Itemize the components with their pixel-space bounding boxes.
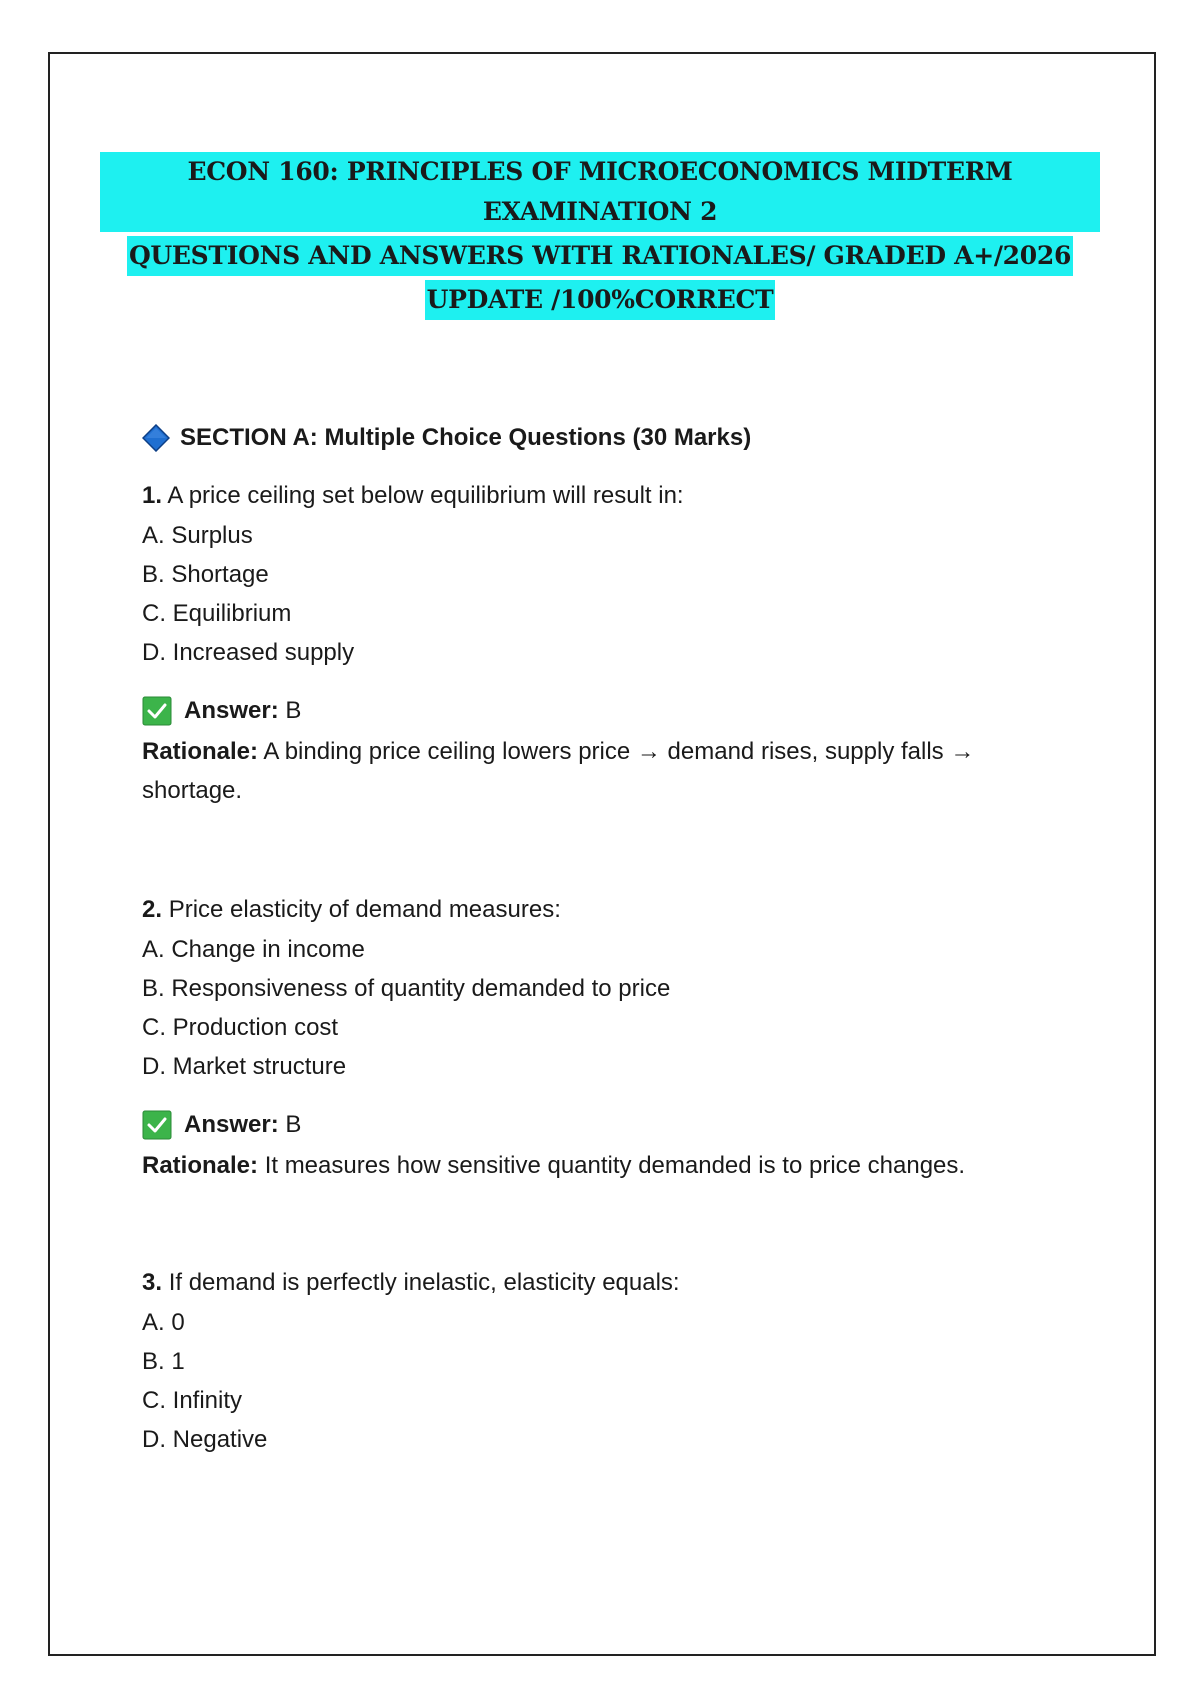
option-b: B. 1	[142, 1348, 185, 1375]
question-text	[142, 476, 1042, 516]
option-b: B. Responsiveness of quantity demanded to price	[142, 975, 671, 1002]
answer-label: Answer:	[184, 697, 279, 724]
answer-line	[142, 1104, 1042, 1146]
option-d: D. Market structure	[142, 1053, 347, 1080]
answer-label: Answer:	[184, 1111, 279, 1138]
option-d: D. Increased supply	[142, 639, 355, 666]
question-stem: Price elasticity of demand measures:	[168, 896, 561, 923]
title-line-1: ECON 160: PRINCIPLES OF MICROECONOMICS MIDTERM EXAMINATION 2	[100, 152, 1100, 232]
section-heading	[142, 420, 1042, 456]
answer-value: B	[285, 697, 302, 724]
title-line-2: QUESTIONS AND ANSWERS WITH RATIONALES/ GRADED A+/2026	[127, 236, 1073, 276]
rationale-label: Rationale:	[142, 738, 259, 765]
option-c: C. Infinity	[142, 1387, 243, 1414]
rationale	[142, 1146, 1042, 1185]
option-c: C. Production cost	[142, 1014, 339, 1041]
answer-value: B	[285, 1111, 302, 1138]
question-text	[142, 890, 1042, 930]
option-c: C. Equilibrium	[142, 600, 292, 627]
option-a: A. 0	[142, 1309, 185, 1336]
rationale-label: Rationale:	[142, 1152, 259, 1179]
exam-content	[142, 420, 1042, 1459]
rationale-text: It measures how sensitive quantity demanded is to price changes.	[264, 1152, 966, 1179]
question-stem: If demand is perfectly inelastic, elasticity equals:	[168, 1269, 680, 1296]
option-b: B. Shortage	[142, 561, 269, 588]
question-text	[142, 1263, 1042, 1303]
question-number: 3.	[142, 1269, 163, 1296]
question-3	[142, 1263, 1042, 1459]
question-2	[142, 890, 1042, 1185]
option-d: D. Negative	[142, 1426, 268, 1453]
question-1	[142, 476, 1042, 810]
green-check-icon	[142, 1110, 172, 1140]
rationale	[142, 732, 1042, 810]
blue-diamond-icon	[142, 424, 170, 452]
document-title	[100, 152, 1100, 323]
spacer	[142, 1185, 1042, 1263]
option-a: A. Change in income	[142, 936, 365, 963]
green-check-icon	[142, 696, 172, 726]
question-number: 2.	[142, 896, 163, 923]
title-line-3: UPDATE /100%CORRECT	[425, 280, 776, 320]
question-stem: A price ceiling set below equilibrium will result in:	[167, 482, 684, 509]
rationale-text: A binding price ceiling lowers price → demand rises, supply falls → shortage.	[142, 738, 975, 804]
section-heading-text: SECTION A: Multiple Choice Questions (30 Marks)	[180, 424, 752, 451]
option-a: A. Surplus	[142, 522, 253, 549]
answer-line	[142, 690, 1042, 732]
question-number: 1.	[142, 482, 163, 509]
spacer	[142, 810, 1042, 890]
